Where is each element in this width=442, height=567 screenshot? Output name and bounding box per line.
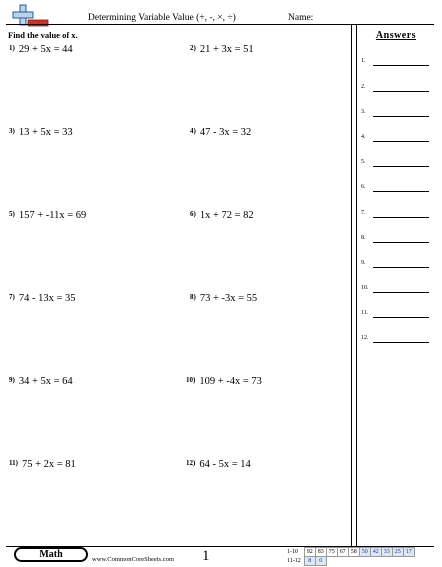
score-cell: 92	[304, 548, 315, 557]
answer-blank-3[interactable]	[361, 109, 431, 119]
score-table	[285, 547, 415, 566]
answer-line	[373, 65, 429, 66]
problem-equation: 73 + -3x = 55	[199, 293, 258, 304]
problem-12	[186, 459, 251, 470]
problem-8	[190, 293, 257, 304]
answer-blank-4[interactable]	[361, 134, 431, 144]
problem-number: 8)	[190, 293, 196, 301]
answer-line	[373, 191, 429, 192]
answer-number: 7.	[361, 210, 366, 216]
answer-blank-7[interactable]	[361, 210, 431, 220]
answer-blank-5[interactable]	[361, 159, 431, 169]
problem-number: 10)	[186, 376, 196, 384]
problem-4	[190, 127, 251, 138]
problem-number: 7)	[9, 293, 15, 301]
problem-10	[186, 376, 262, 387]
problem-5	[9, 210, 86, 221]
answer-blank-6[interactable]	[361, 184, 431, 194]
header-divider	[6, 24, 434, 25]
score-cell: 50	[359, 548, 370, 557]
problem-equation: 34 + 5x = 64	[18, 376, 73, 387]
page-number: 1	[202, 548, 210, 564]
answer-line	[373, 342, 429, 343]
answer-blank-2[interactable]	[361, 84, 431, 94]
score-cell: 75	[326, 548, 337, 557]
answer-number: 11.	[361, 310, 369, 316]
problem-number: 9)	[9, 376, 15, 384]
problem-number: 11)	[9, 459, 18, 467]
answer-blank-8[interactable]	[361, 235, 431, 245]
answer-line	[373, 267, 429, 268]
subject-badge	[14, 547, 88, 562]
problem-equation: 75 + 2x = 81	[21, 459, 76, 470]
score-cell: 17	[403, 548, 414, 557]
score-row-11-12	[285, 557, 414, 566]
problem-equation: 157 + -11x = 69	[18, 210, 87, 221]
problem-number: 5)	[9, 210, 15, 218]
problem-equation: 1x + 72 = 82	[199, 210, 254, 221]
answer-blank-10[interactable]	[361, 285, 431, 295]
problem-9	[9, 376, 73, 387]
name-label: Name:	[288, 13, 314, 23]
problem-equation: 13 + 5x = 33	[18, 127, 73, 138]
answer-line	[373, 242, 429, 243]
score-cell: 83	[315, 548, 326, 557]
answer-blank-9[interactable]	[361, 260, 431, 270]
problem-number: 4)	[190, 127, 196, 135]
problem-2	[190, 44, 254, 55]
answer-number: 12.	[361, 335, 369, 341]
answer-number: 9.	[361, 260, 366, 266]
answer-number: 10.	[361, 285, 369, 291]
answer-blank-11[interactable]	[361, 310, 431, 320]
score-cell: 67	[337, 548, 348, 557]
score-cell: 42	[370, 548, 381, 557]
worksheet-title: Determining Variable Value (+, -, ×, ÷)	[88, 13, 236, 23]
problem-6	[190, 210, 254, 221]
score-cell: 33	[381, 548, 392, 557]
score-cell: 8	[304, 557, 315, 566]
score-row-label: 11-12	[287, 558, 301, 564]
answer-number: 5.	[361, 159, 366, 165]
problem-number: 2)	[190, 44, 196, 52]
answer-line	[373, 141, 429, 142]
answer-line	[373, 317, 429, 318]
answer-number: 1.	[361, 58, 366, 64]
problem-number: 1)	[9, 44, 15, 52]
answer-line	[373, 116, 429, 117]
problem-number: 6)	[190, 210, 196, 218]
problem-3	[9, 127, 73, 138]
problem-7	[9, 293, 76, 304]
answer-number: 2.	[361, 84, 366, 90]
problem-equation: 109 + -4x = 73	[199, 376, 262, 387]
score-cell: 25	[392, 548, 403, 557]
score-cell: 58	[348, 548, 359, 557]
problem-number: 3)	[9, 127, 15, 135]
problem-11	[9, 459, 76, 470]
problem-number: 12)	[186, 459, 196, 467]
problem-equation: 64 - 5x = 14	[199, 459, 251, 470]
problem-equation: 29 + 5x = 44	[18, 44, 73, 55]
instructions: Find the value of x.	[8, 30, 78, 40]
answer-line	[373, 292, 429, 293]
answer-blank-12[interactable]	[361, 335, 431, 345]
answer-line	[373, 166, 429, 167]
answer-blank-1[interactable]	[361, 58, 431, 68]
answer-number: 4.	[361, 134, 366, 140]
answer-number: 8.	[361, 235, 366, 241]
answer-column-divider-inner	[356, 24, 357, 546]
answer-line	[373, 91, 429, 92]
answer-column-divider	[351, 24, 352, 546]
score-row-1-10	[285, 548, 414, 557]
problem-1	[9, 44, 73, 55]
answer-line	[373, 217, 429, 218]
subject-label: Math	[16, 549, 86, 560]
problem-equation: 74 - 13x = 35	[18, 293, 76, 304]
answer-number: 6.	[361, 184, 366, 190]
problem-equation: 47 - 3x = 32	[199, 127, 252, 138]
problem-equation: 21 + 3x = 51	[199, 44, 254, 55]
answer-number: 3.	[361, 109, 366, 115]
score-row-label: 1-10	[287, 549, 298, 555]
answers-title: Answers	[375, 30, 417, 41]
score-cell: 0	[315, 557, 326, 566]
site-url: www.CommonCoreSheets.com	[92, 556, 174, 563]
